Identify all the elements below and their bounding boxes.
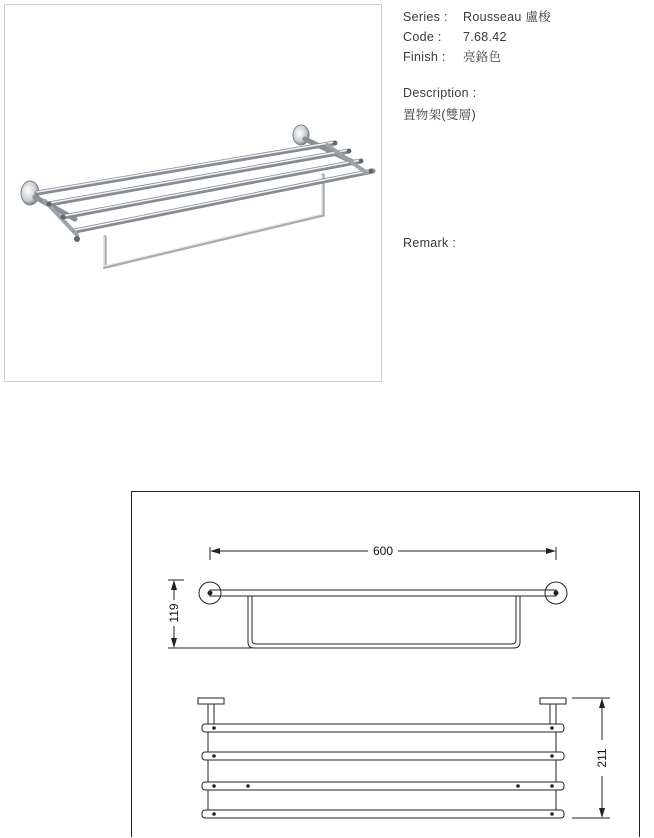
- code-value: 7.68.42: [463, 30, 507, 44]
- remark-label: Remark :: [403, 236, 457, 250]
- finish-label: Finish :: [403, 50, 446, 64]
- towel-rack-illustration: [5, 5, 383, 383]
- technical-drawing: [131, 491, 640, 837]
- finish-value: 亮鉻色: [463, 50, 502, 64]
- series-row: [403, 7, 643, 27]
- code-label: Code :: [403, 30, 442, 44]
- width-dimension-label: 600: [372, 544, 394, 558]
- product-photo: [4, 4, 382, 382]
- finish-row: [403, 47, 643, 67]
- series-label: Series :: [403, 10, 448, 24]
- description-value: 置物架(雙層): [403, 108, 476, 122]
- code-row: [403, 27, 643, 47]
- depth-dimension-label: 119: [167, 603, 181, 623]
- dimension-drawing: [132, 492, 641, 838]
- height-dimension-label: 211: [595, 748, 609, 768]
- description-label: Description :: [403, 86, 477, 100]
- series-value: Rousseau 盧梭: [463, 10, 552, 24]
- product-specs: [403, 7, 643, 67]
